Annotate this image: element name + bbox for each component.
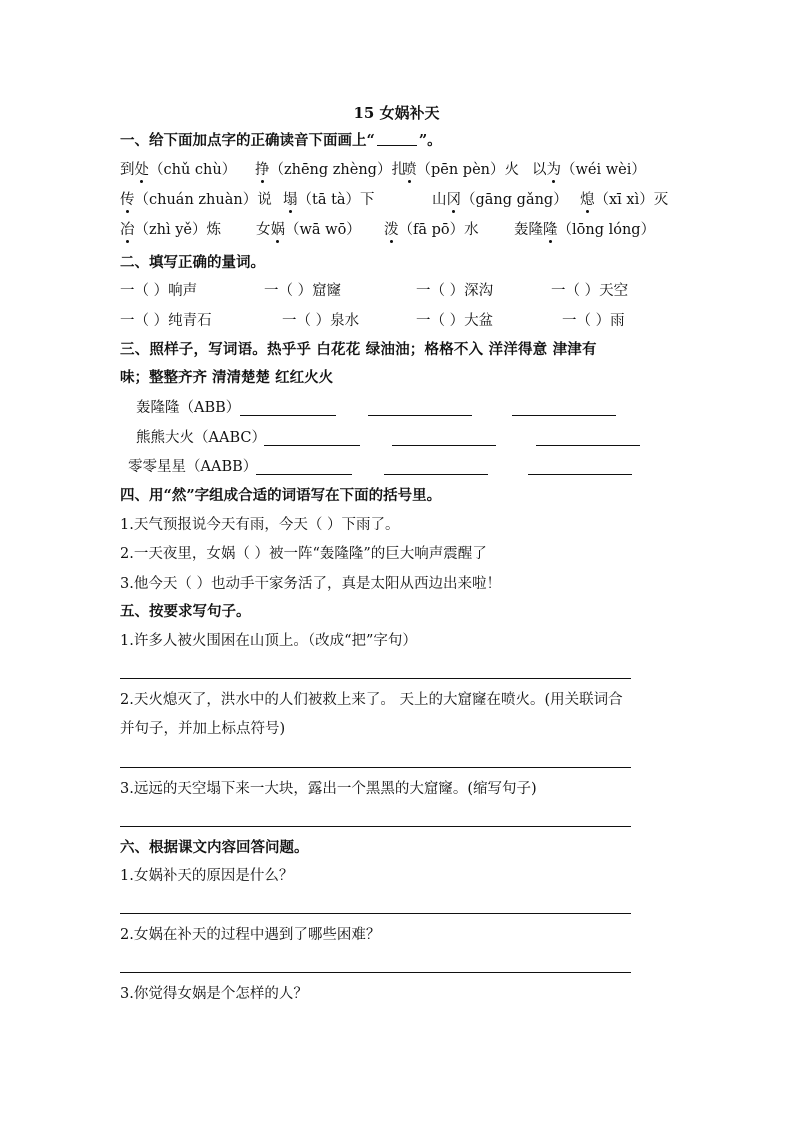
dotted-character: 娲 [270, 222, 285, 238]
pinyin-choice-item[interactable] [514, 220, 655, 240]
reading-question-2: 2.女娲在补天的过程中遇到了哪些困难？ [120, 927, 381, 943]
section2-heading: 二、填写正确的量词。 [120, 254, 265, 271]
section1-heading-pre: 一、给下面加点字的正确读音下面画上“ [120, 132, 375, 149]
pinyin-choice-item[interactable] [120, 220, 221, 240]
word-prefix: 轰隆 [514, 222, 543, 238]
pinyin-options: （wéi wèi） [561, 162, 646, 178]
pinyin-options: （chuán zhuàn）说 [134, 192, 272, 208]
section4-heading: 四、用“然”字组成合适的词语写在下面的括号里。 [120, 487, 442, 504]
sentence-question-2-line1: 2.天火熄灭了，洪水中的人们被救上来了。 天上的大窟窿在喷火。(用关联词合 [120, 692, 623, 708]
ran-question-3: 3.他今天（ ）也动手干家务活了，真是太阳从西边出来啦！ [120, 576, 501, 592]
reading-question-1: 1.女娲补天的原因是什么？ [120, 868, 294, 884]
answer-line[interactable] [120, 826, 631, 827]
answer-line[interactable] [120, 767, 631, 768]
pinyin-choice-item[interactable] [120, 160, 236, 180]
word-prefix: 女 [256, 222, 271, 238]
pinyin-options: （xī xì）灭 [594, 192, 669, 208]
answer-line[interactable] [264, 445, 360, 446]
measure-item: 一（ ）窟窿 [264, 283, 342, 299]
word-prefix: 到 [120, 162, 135, 178]
measure-item: 一（ ）响声 [120, 283, 198, 299]
answer-line[interactable] [392, 445, 496, 446]
dotted-character: 隆 [543, 222, 558, 238]
section1-heading-post: ”。 [418, 132, 442, 149]
pinyin-choice-item[interactable] [256, 220, 361, 240]
pinyin-options: （zhēng zhèng）扎 [269, 162, 406, 178]
section3-heading-line2: 味；整整齐齐 清清楚楚 红红火火 [120, 369, 334, 386]
pinyin-choice-item[interactable] [384, 220, 479, 240]
measure-item: 一（ ）纯青石 [120, 313, 212, 329]
measure-item: 一（ ）天空 [551, 283, 629, 299]
sentence-question-1: 1.许多人被火围困在山顶上。（改成“把”字句） [120, 633, 417, 649]
section3-heading-line1: 三、照样子，写词语。热乎乎 白花花 绿油油；格格不入 洋洋得意 津津有 [120, 341, 597, 358]
pinyin-choice-item[interactable] [120, 190, 272, 210]
pinyin-options: （pēn pèn）火 [416, 162, 520, 178]
ran-question-1: 1.天气预报说今天有雨，今天（ ）下雨了。 [120, 517, 400, 533]
measure-item: 一（ ）泉水 [282, 313, 360, 329]
dotted-character: 处 [134, 162, 149, 178]
reading-question-3: 3.你觉得女娲是个怎样的人？ [120, 986, 308, 1002]
answer-line[interactable] [256, 474, 352, 475]
pinyin-options: （zhì yě）炼 [134, 222, 221, 238]
answer-line[interactable] [240, 415, 336, 416]
pinyin-choice-item[interactable] [532, 160, 646, 180]
answer-line[interactable] [512, 415, 616, 416]
pinyin-options: （tā tà）下 [297, 192, 375, 208]
heading-blank [377, 131, 417, 146]
pinyin-choice-item[interactable] [255, 160, 406, 180]
sentence-question-3: 3.远远的天空塌下来一大块，露出一个黑黑的大窟窿。(缩写句子) [120, 781, 537, 797]
pinyin-choice-item[interactable] [283, 190, 375, 210]
answer-line[interactable] [120, 972, 631, 973]
pinyin-options: （wā wō） [285, 222, 361, 238]
section1-heading [120, 131, 442, 151]
pinyin-options: （gāng gǎng） [461, 192, 568, 208]
answer-line[interactable] [120, 913, 631, 914]
pinyin-choice-item[interactable] [432, 190, 568, 210]
word-prefix: 山 [432, 192, 447, 208]
dotted-character: 传 [120, 192, 135, 208]
measure-item: 一（ ）大盆 [416, 313, 494, 329]
answer-line[interactable] [368, 415, 472, 416]
dotted-character: 冈 [446, 192, 461, 208]
measure-item: 一（ ）深沟 [416, 283, 494, 299]
pinyin-choice-item[interactable] [402, 160, 519, 180]
answer-line[interactable] [120, 678, 631, 679]
pinyin-options: （fā pō）水 [398, 222, 479, 238]
dotted-character: 冶 [120, 222, 135, 238]
page-title: 15 女娲补天 [353, 104, 440, 122]
section6-heading: 六、根据课文内容回答问题。 [120, 839, 309, 856]
answer-line[interactable] [384, 474, 488, 475]
ran-question-2: 2.一天夜里，女娲（ ）被一阵“轰隆隆”的巨大响声震醒了 [120, 546, 487, 562]
word-pattern-aabc: 熊熊大火（AABC） [136, 430, 266, 446]
sentence-question-2-line2: 并句子，并加上标点符号) [120, 721, 286, 737]
section5-heading: 五、按要求写句子。 [120, 603, 251, 620]
dotted-character: 为 [546, 162, 561, 178]
dotted-character: 喷 [402, 162, 417, 178]
answer-line[interactable] [528, 474, 632, 475]
word-pattern-aabb: 零零星星（AABB） [128, 459, 258, 475]
answer-line[interactable] [536, 445, 640, 446]
word-prefix: 以 [532, 162, 547, 178]
pinyin-options: （lōng lóng） [557, 222, 656, 238]
word-pattern-abb: 轰隆隆（ABB） [136, 400, 241, 416]
dotted-character: 塌 [283, 192, 298, 208]
pinyin-choice-item[interactable] [580, 190, 668, 210]
dotted-character: 熄 [580, 192, 595, 208]
measure-item: 一（ ）雨 [562, 313, 625, 329]
pinyin-options: （chǔ chù） [149, 162, 237, 178]
dotted-character: 泼 [384, 222, 399, 238]
dotted-character: 挣 [255, 162, 270, 178]
